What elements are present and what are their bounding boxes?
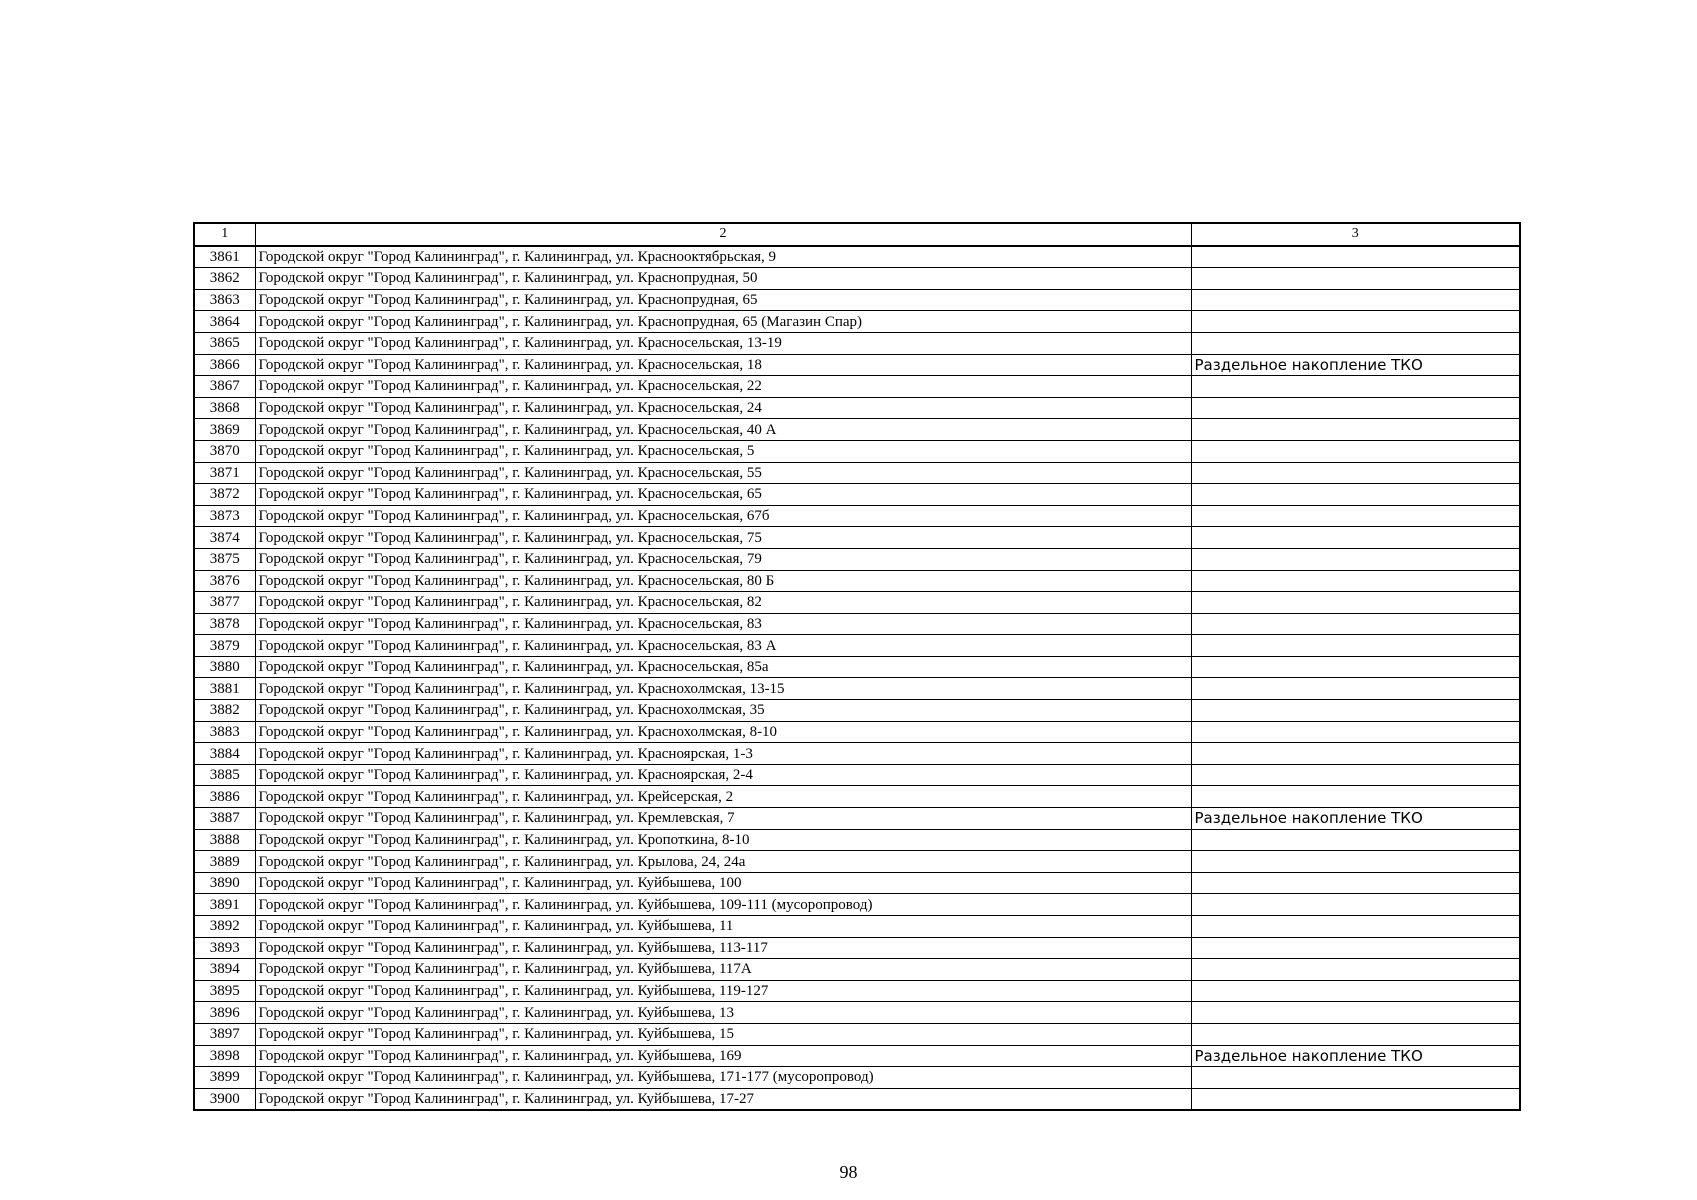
table-row [194,268,1520,290]
table-row [194,332,1520,354]
table-row [194,656,1520,678]
table-row [194,786,1520,808]
row-number-cell: 3889 [194,851,255,873]
note-cell [1191,743,1520,765]
table-row [194,980,1520,1002]
address-cell: Городской округ "Город Калининград", г. Калининград, ул. Красносельская, 83 А [255,635,1191,657]
note-cell [1191,700,1520,722]
row-number-cell: 3861 [194,246,255,268]
row-number-cell: 3895 [194,980,255,1002]
row-number-cell: 3876 [194,570,255,592]
table-row [194,829,1520,851]
row-number-cell: 3870 [194,440,255,462]
note-cell [1191,656,1520,678]
table-row [194,311,1520,333]
address-cell: Городской округ "Город Калининград", г. Калининград, ул. Краснохолмская, 35 [255,700,1191,722]
note-cell [1191,1023,1520,1045]
row-number-cell: 3872 [194,484,255,506]
address-cell: Городской округ "Город Калининград", г. Калининград, ул. Красносельская, 18 [255,354,1191,376]
note-cell [1191,419,1520,441]
row-number-cell: 3873 [194,505,255,527]
address-cell: Городской округ "Город Калининград", г. Калининград, ул. Красносельская, 24 [255,397,1191,419]
address-cell: Городской округ "Город Калининград", г. Калининград, ул. Красноярская, 2-4 [255,764,1191,786]
table-row [194,505,1520,527]
table-row [194,1067,1520,1089]
row-number-cell: 3900 [194,1088,255,1110]
table-row [194,872,1520,894]
note-cell [1191,1067,1520,1089]
row-number-cell: 3880 [194,656,255,678]
note-cell [1191,570,1520,592]
note-cell: Раздельное накопление ТКО [1191,808,1520,830]
row-number-cell: 3884 [194,743,255,765]
table-row [194,851,1520,873]
table-row [194,743,1520,765]
note-cell [1191,1088,1520,1110]
table-row [194,937,1520,959]
table-row [194,721,1520,743]
note-cell [1191,613,1520,635]
table-row [194,440,1520,462]
note-cell [1191,678,1520,700]
address-cell: Городской округ "Город Калининград", г. Калининград, ул. Красноярская, 1-3 [255,743,1191,765]
table-row [194,916,1520,938]
address-cell: Городской округ "Город Калининград", г. Калининград, ул. Крылова, 24, 24а [255,851,1191,873]
note-cell [1191,440,1520,462]
row-number-cell: 3887 [194,808,255,830]
address-cell: Городской округ "Город Калининград", г. Калининград, ул. Куйбышева, 11 [255,916,1191,938]
address-cell: Городской округ "Город Калининград", г. Калининград, ул. Куйбышева, 119-127 [255,980,1191,1002]
address-cell: Городской округ "Город Калининград", г. Калининград, ул. Красносельская, 80 Б [255,570,1191,592]
row-number-cell: 3878 [194,613,255,635]
table-body [194,223,1520,1110]
table-row [194,484,1520,506]
table-row [194,808,1520,830]
table-row [194,635,1520,657]
row-number-cell: 3864 [194,311,255,333]
address-cell: Городской округ "Город Калининград", г. Калининград, ул. Красносельская, 13-19 [255,332,1191,354]
table-row [194,548,1520,570]
column-header-number: 1 [194,223,255,246]
row-number-cell: 3888 [194,829,255,851]
address-cell: Городской округ "Город Калининград", г. Калининград, ул. Куйбышева, 17-27 [255,1088,1191,1110]
address-cell: Городской округ "Город Калининград", г. Калининград, ул. Куйбышева, 15 [255,1023,1191,1045]
table-row [194,613,1520,635]
table-row [194,376,1520,398]
note-cell [1191,937,1520,959]
note-cell [1191,1002,1520,1024]
row-number-cell: 3886 [194,786,255,808]
note-cell [1191,959,1520,981]
address-cell: Городской округ "Город Калининград", г. Калининград, ул. Краснопрудная, 65 (Магазин Спар) [255,311,1191,333]
row-number-cell: 3871 [194,462,255,484]
note-cell [1191,872,1520,894]
table-row [194,678,1520,700]
note-cell [1191,916,1520,938]
table-row [194,1045,1520,1067]
address-cell: Городской округ "Город Калининград", г. Калининград, ул. Краснооктябрьская, 9 [255,246,1191,268]
column-header-note: 3 [1191,223,1520,246]
address-cell: Городской округ "Город Калининград", г. Калининград, ул. Краснохолмская, 13-15 [255,678,1191,700]
address-cell: Городской округ "Город Калининград", г. Калининград, ул. Красносельская, 67б [255,505,1191,527]
row-number-cell: 3885 [194,764,255,786]
table-row [194,462,1520,484]
address-cell: Городской округ "Город Калининград", г. Калининград, ул. Красносельская, 83 [255,613,1191,635]
address-cell: Городской округ "Город Калининград", г. Калининград, ул. Куйбышева, 169 [255,1045,1191,1067]
address-cell: Городской округ "Город Калининград", г. Калининград, ул. Куйбышева, 117А [255,959,1191,981]
row-number-cell: 3890 [194,872,255,894]
row-number-cell: 3862 [194,268,255,290]
row-number-cell: 3867 [194,376,255,398]
table-row [194,289,1520,311]
table-row [194,894,1520,916]
column-header-address: 2 [255,223,1191,246]
table-row [194,419,1520,441]
address-cell: Городской округ "Город Калининград", г. Калининград, ул. Красносельская, 82 [255,592,1191,614]
note-cell: Раздельное накопление ТКО [1191,1045,1520,1067]
table-row [194,959,1520,981]
note-cell [1191,721,1520,743]
row-number-cell: 3897 [194,1023,255,1045]
note-cell [1191,268,1520,290]
note-cell [1191,851,1520,873]
row-number-cell: 3879 [194,635,255,657]
address-cell: Городской округ "Город Калининград", г. Калининград, ул. Кропоткина, 8-10 [255,829,1191,851]
note-cell [1191,635,1520,657]
address-cell: Городской округ "Город Калининград", г. Калининград, ул. Красносельская, 65 [255,484,1191,506]
note-cell: Раздельное накопление ТКО [1191,354,1520,376]
address-cell: Городской округ "Город Калининград", г. Калининград, ул. Куйбышева, 171-177 (мусоропровод) [255,1067,1191,1089]
row-number-cell: 3891 [194,894,255,916]
address-cell: Городской округ "Город Калининград", г. Калининград, ул. Красносельская, 22 [255,376,1191,398]
row-number-cell: 3898 [194,1045,255,1067]
row-number-cell: 3874 [194,527,255,549]
note-cell [1191,332,1520,354]
note-cell [1191,462,1520,484]
table-row [194,354,1520,376]
row-number-cell: 3877 [194,592,255,614]
row-number-cell: 3865 [194,332,255,354]
row-number-cell: 3881 [194,678,255,700]
row-number-cell: 3883 [194,721,255,743]
row-number-cell: 3896 [194,1002,255,1024]
address-cell: Городской округ "Город Калининград", г. Калининград, ул. Краснопрудная, 50 [255,268,1191,290]
row-number-cell: 3899 [194,1067,255,1089]
note-cell [1191,548,1520,570]
note-cell [1191,505,1520,527]
address-cell: Городской округ "Город Калининград", г. Калининград, ул. Крейсерская, 2 [255,786,1191,808]
address-cell: Городской округ "Город Калининград", г. Калининград, ул. Кремлевская, 7 [255,808,1191,830]
note-cell [1191,786,1520,808]
address-cell: Городской округ "Город Калининград", г. Калининград, ул. Красносельская, 75 [255,527,1191,549]
table-header-row [194,223,1520,246]
address-cell: Городской округ "Город Калининград", г. Калининград, ул. Красносельская, 55 [255,462,1191,484]
table-row [194,1023,1520,1045]
address-cell: Городской округ "Город Калининград", г. Калининград, ул. Куйбышева, 13 [255,1002,1191,1024]
note-cell [1191,246,1520,268]
waste-site-registry-table [193,222,1521,1111]
table-row [194,764,1520,786]
address-cell: Городской округ "Город Калининград", г. Калининград, ул. Куйбышева, 113-117 [255,937,1191,959]
address-cell: Городской округ "Город Калининград", г. Калининград, ул. Куйбышева, 100 [255,872,1191,894]
row-number-cell: 3893 [194,937,255,959]
address-cell: Городской округ "Город Калининград", г. Калининград, ул. Красносельская, 79 [255,548,1191,570]
row-number-cell: 3875 [194,548,255,570]
table-row [194,1002,1520,1024]
address-cell: Городской округ "Город Калининград", г. Калининград, ул. Краснопрудная, 65 [255,289,1191,311]
note-cell [1191,894,1520,916]
note-cell [1191,376,1520,398]
note-cell [1191,311,1520,333]
row-number-cell: 3894 [194,959,255,981]
note-cell [1191,484,1520,506]
table-row [194,397,1520,419]
table-row [194,246,1520,268]
note-cell [1191,397,1520,419]
note-cell [1191,764,1520,786]
address-cell: Городской округ "Город Калининград", г. Калининград, ул. Куйбышева, 109-111 (мусоропровод) [255,894,1191,916]
note-cell [1191,527,1520,549]
table-row [194,700,1520,722]
address-cell: Городской округ "Город Калининград", г. Калининград, ул. Красносельская, 85а [255,656,1191,678]
row-number-cell: 3863 [194,289,255,311]
note-cell [1191,592,1520,614]
row-number-cell: 3882 [194,700,255,722]
row-number-cell: 3892 [194,916,255,938]
note-cell [1191,829,1520,851]
address-cell: Городской округ "Город Калининград", г. Калининград, ул. Красносельская, 5 [255,440,1191,462]
note-cell [1191,980,1520,1002]
page-number: 98 [839,1162,858,1182]
note-cell [1191,289,1520,311]
address-cell: Городской округ "Город Калининград", г. Калининград, ул. Краснохолмская, 8-10 [255,721,1191,743]
table-row [194,527,1520,549]
address-cell: Городской округ "Город Калининград", г. Калининград, ул. Красносельская, 40 А [255,419,1191,441]
table-row [194,570,1520,592]
table-row [194,1088,1520,1110]
row-number-cell: 3868 [194,397,255,419]
row-number-cell: 3866 [194,354,255,376]
row-number-cell: 3869 [194,419,255,441]
table-row [194,592,1520,614]
